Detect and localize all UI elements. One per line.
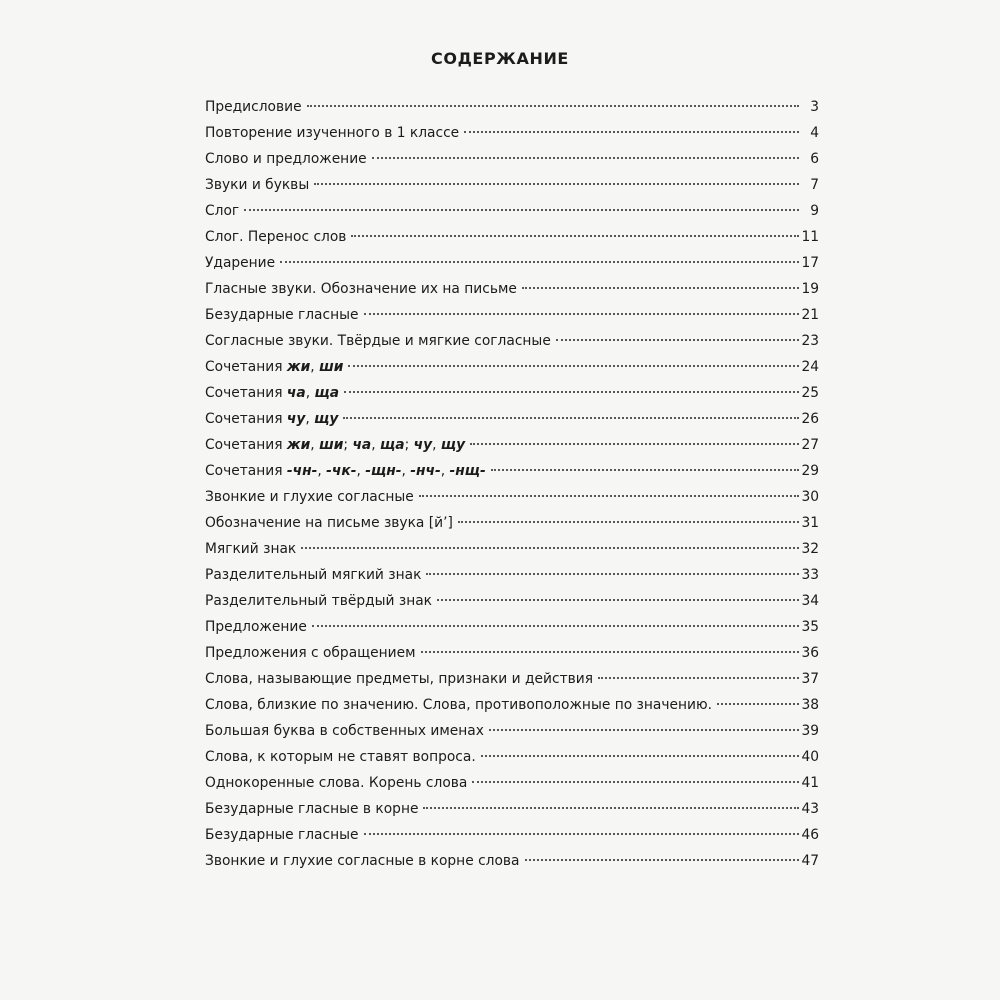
toc-entry-title [205,354,346,380]
toc-entry-emphasis: ча [352,437,372,453]
toc-entry[interactable] [205,328,819,354]
toc-entry-title [205,536,299,562]
toc-entry-title [205,692,715,718]
toc-entry-page-number: 7 [810,177,819,193]
toc-entry-text: Разделительный мягкий знак [205,567,422,583]
toc-entry-title [205,432,468,458]
toc-entry[interactable] [205,796,819,822]
toc-entry-page-number: 40 [801,749,819,765]
toc-entry-page-number: 24 [801,359,819,375]
toc-entry-title [205,796,421,822]
toc-entry-text: Слова, близкие по значению. Слова, противоположные по значению. [205,697,712,713]
toc-entry-title [205,276,520,302]
toc-entry-emphasis: чу [286,411,306,427]
toc-entry-text: Безударные гласные в корне [205,801,419,817]
toc-entry[interactable] [205,146,819,172]
toc-entry-page-number: 9 [810,203,819,219]
toc-entry-page-number: 41 [801,775,819,791]
dot-leader [464,131,799,133]
toc-entry-emphasis: жи [286,359,311,375]
toc-entry-emphasis: ши [319,437,344,453]
toc-entry-text: Повторение изученного в 1 классе [205,125,460,141]
toc-entry-emphasis: щу [314,411,339,427]
page-title: СОДЕРЖАНИЕ [431,49,569,68]
toc-entry-title [205,770,470,796]
toc-entry-page-number: 27 [801,437,819,453]
toc-entry-text: Однокоренные слова. Корень слова [205,775,468,791]
toc-entry-text: , [432,437,441,453]
toc-entry-text: Сочетания [205,437,287,453]
toc-entry-text: Предисловие [205,99,302,115]
toc-entry-page-number: 43 [801,801,819,817]
dot-leader [301,547,799,549]
toc-entry-text: Сочетания [205,463,287,479]
toc-entry-emphasis: ща [380,437,405,453]
toc-entry-title [205,562,424,588]
toc-entry-text: Безударные гласные [205,307,359,323]
toc-entry-text: , [305,411,315,427]
toc-entry-emphasis: -нщ- [449,463,486,479]
toc-entry-page-number: 37 [801,671,819,687]
toc-entry-emphasis: ща [314,385,340,401]
toc-entry-text: ; [343,437,353,453]
toc-entry-page-number: 3 [810,99,819,115]
toc-entry[interactable] [205,536,819,562]
toc-entry-page-number: 30 [801,489,819,505]
toc-entry-emphasis: -чк- [326,463,357,479]
toc-entry-text: Слова, называющие предметы, признаки и действия [205,671,594,687]
toc-entry[interactable] [205,120,819,146]
toc-entry-text: , [440,463,450,479]
dot-leader [351,235,799,237]
toc-entry-title [205,666,596,692]
toc-entry-page-number: 39 [801,723,819,739]
dot-leader [419,495,799,497]
dot-leader [244,209,799,211]
toc-entry-page-number: 21 [801,307,819,323]
toc-entry[interactable] [205,770,819,796]
toc-entry-text: Согласные звуки. Твёрдые и мягкие согласные [205,333,551,349]
toc-entry-text: Слог. Перенос слов [205,229,347,245]
toc-entry[interactable] [205,666,819,692]
toc-entry-title [205,848,523,874]
dot-leader [344,391,799,393]
toc-entry-emphasis: -нч- [410,463,441,479]
toc-entry[interactable] [205,614,819,640]
dot-leader [421,651,799,653]
toc-entry[interactable] [205,588,819,614]
toc-entry-title [205,224,349,250]
toc-entry-page-number: 35 [801,619,819,635]
toc-entry-title [205,484,417,510]
toc-entry-page-number: 23 [801,333,819,349]
toc-entry-page-number: 36 [801,645,819,661]
toc-entry-title [205,458,489,484]
toc-entry-page-number: 25 [801,385,819,401]
toc-entry-emphasis: щу [440,437,466,453]
toc-entry-emphasis: -щн- [365,463,402,479]
toc-entry-title [205,822,362,848]
toc-entry-title [205,744,479,770]
toc-entry-text: Звонкие и глухие согласные [205,489,414,505]
toc-entry-text: Предложение [205,619,307,635]
dot-leader [437,599,799,601]
toc-entry[interactable] [205,172,819,198]
dot-leader [423,807,799,809]
toc-entry-page-number: 33 [801,567,819,583]
table-of-contents [205,94,819,874]
toc-entry[interactable] [205,510,819,536]
toc-entry-title [205,120,462,146]
toc-entry-text: , [310,359,320,375]
toc-entry-text: Слог [205,203,240,219]
toc-entry[interactable] [205,848,819,874]
dot-leader [364,833,799,835]
dot-leader [470,443,799,445]
toc-entry-text: , [310,437,320,453]
toc-entry[interactable] [205,276,819,302]
toc-entry-text: , [401,463,411,479]
toc-entry-text: Обозначение на письме звука [й’] [205,515,453,531]
toc-entry-title [205,328,554,354]
toc-entry-text: Предложения с обращением [205,645,416,661]
toc-entry-page-number: 31 [801,515,819,531]
toc-entry[interactable] [205,718,819,744]
toc-entry[interactable] [205,406,819,432]
toc-entry-title [205,250,278,276]
toc-entry-title [205,614,310,640]
toc-entry-text: Сочетания [205,385,287,401]
toc-entry-page-number: 38 [801,697,819,713]
dot-leader [348,365,799,367]
toc-entry-text: Безударные гласные [205,827,359,843]
toc-entry-page-number: 46 [801,827,819,843]
toc-entry-text: Слово и предложение [205,151,367,167]
toc-entry-title [205,406,341,432]
dot-leader [472,781,799,783]
toc-entry-page-number: 34 [801,593,819,609]
toc-entry-title [205,172,312,198]
toc-entry-text: Большая буква в собственных именах [205,723,484,739]
dot-leader [343,417,799,419]
toc-entry-title [205,718,487,744]
toc-entry[interactable] [205,354,819,380]
toc-entry-title [205,640,419,666]
toc-entry[interactable] [205,432,819,458]
toc-entry-text: Мягкий знак [205,541,297,557]
toc-entry-title [205,94,305,120]
dot-leader [314,183,799,185]
toc-entry-page-number: 6 [810,151,819,167]
toc-entry-text: Слова, к которым не ставят вопроса. [205,749,476,765]
toc-entry-text: Гласные звуки. Обозначение их на письме [205,281,517,297]
toc-entry[interactable] [205,822,819,848]
toc-entry[interactable] [205,484,819,510]
toc-entry-title [205,302,362,328]
toc-entry-page-number: 17 [801,255,819,271]
toc-entry-text: Звуки и буквы [205,177,310,193]
toc-entry[interactable] [205,380,819,406]
dot-leader [489,729,799,731]
toc-entry-text: , [317,463,327,479]
dot-leader [307,105,799,107]
toc-entry-title [205,198,242,224]
toc-entry[interactable] [205,744,819,770]
toc-entry[interactable] [205,692,819,718]
toc-entry-emphasis: ши [319,359,344,375]
toc-entry-text: Сочетания [205,411,287,427]
toc-entry-emphasis: жи [286,437,311,453]
toc-entry-text: Ударение [205,255,276,271]
toc-entry-text: , [356,463,366,479]
toc-entry[interactable] [205,198,819,224]
dot-leader [522,287,799,289]
toc-entry-emphasis: -чн- [286,463,318,479]
toc-entry-title [205,510,456,536]
dot-leader [491,469,799,471]
toc-entry[interactable] [205,458,819,484]
toc-entry[interactable] [205,562,819,588]
toc-entry-text: Звонкие и глухие согласные в корне слова [205,853,520,869]
toc-entry-title [205,146,370,172]
dot-leader [312,625,799,627]
toc-entry[interactable] [205,640,819,666]
toc-entry-text: Разделительный твёрдый знак [205,593,433,609]
toc-entry-text: , [305,385,315,401]
dot-leader [426,573,799,575]
dot-leader [525,859,800,861]
toc-entry-page-number: 29 [801,463,819,479]
toc-entry-emphasis: чу [413,437,433,453]
toc-entry[interactable] [205,302,819,328]
toc-entry[interactable] [205,224,819,250]
toc-entry-title [205,380,342,406]
dot-leader [372,157,799,159]
toc-entry-text: ; [404,437,414,453]
dot-leader [458,521,799,523]
dot-leader [598,677,799,679]
toc-entry-page-number: 4 [810,125,819,141]
toc-entry-page-number: 47 [801,853,819,869]
toc-entry-text: , [371,437,381,453]
dot-leader [364,313,799,315]
toc-entry-page-number: 19 [801,281,819,297]
toc-entry-page-number: 11 [801,229,819,245]
dot-leader [280,261,799,263]
toc-entry-page-number: 32 [801,541,819,557]
toc-entry-page-number: 26 [801,411,819,427]
dot-leader [481,755,799,757]
toc-entry-text: Сочетания [205,359,287,375]
toc-entry-title [205,588,435,614]
toc-entry[interactable] [205,94,819,120]
toc-entry[interactable] [205,250,819,276]
toc-entry-emphasis: ча [286,385,306,401]
dot-leader [717,703,799,705]
dot-leader [556,339,799,341]
